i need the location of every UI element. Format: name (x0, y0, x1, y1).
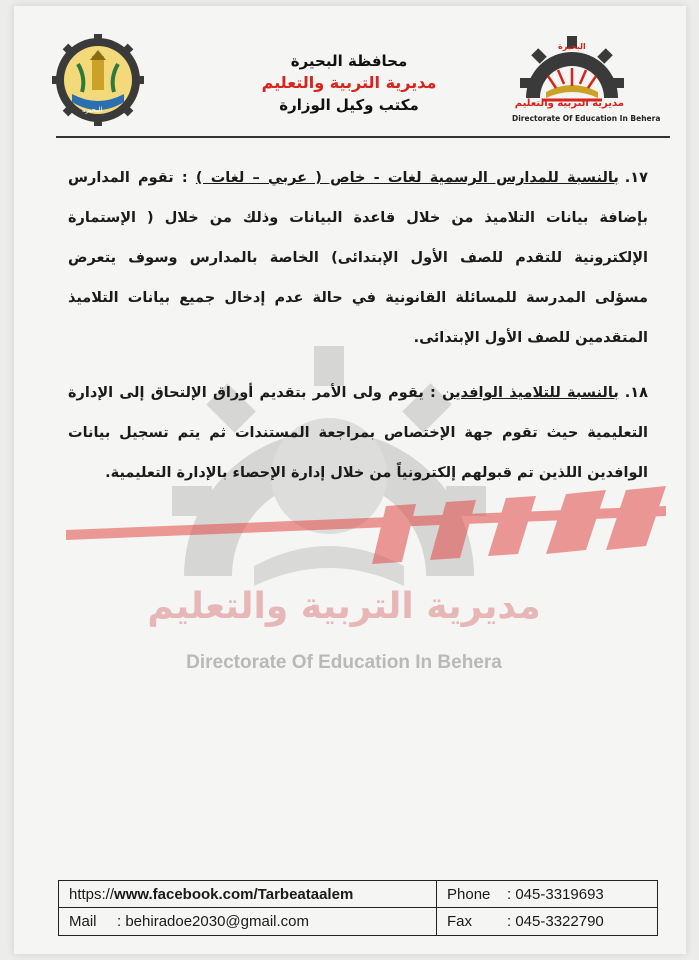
governorate-logo (52, 34, 144, 126)
mail-label: Mail (69, 913, 97, 930)
mail-cell (59, 908, 437, 935)
phone-label: Phone (447, 885, 491, 903)
website-link[interactable]: www.facebook.com/Tarbeataalem (114, 885, 354, 903)
directorate-name: مديرية التربية والتعليم (261, 73, 437, 92)
watermark-arabic-text: مديرية التربية والتعليم (147, 586, 541, 627)
directorate-logo-en-text: Directorate Of Education In Behera (512, 114, 661, 123)
item-18 (68, 373, 648, 493)
directorate-logo-ar-text: مديرية التربية والتعليم (514, 98, 624, 109)
directorate-logo-top-text: البحيرة (558, 42, 586, 51)
item-17-number: ١٧. (624, 170, 648, 186)
item-17-heading: بالنسبة للمدارس الرسمية لغات - خاص ( عربي – لغات ) (195, 170, 619, 186)
watermark-red-stripes (66, 486, 666, 564)
item-17 (68, 158, 648, 358)
fax-label: Fax (447, 913, 473, 930)
phone-cell (437, 881, 657, 908)
mail-value[interactable]: : behiradoe2030@gmail.com (117, 913, 310, 930)
directorate-logo (512, 28, 661, 132)
website-prefix: https:// (69, 885, 115, 903)
fax-cell (437, 908, 657, 935)
header-rule (56, 136, 670, 138)
office-name: مكتب وكيل الوزارة (279, 96, 419, 114)
contact-footer (58, 880, 658, 936)
item-17-text: : تقوم المدارس بإضافة بيانات التلاميذ من خلال قاعدة البيانات وذلك من خلال ( الإستمارة الإلكترونية للتقدم للصف الأول الإبتدائى) الخاصة بالمدارس وسوف يتعرض مسؤلى المدرسة للمسائلة القانونية في حالة عدم إدخال جميع بيانات التلاميذ المتقدمين للصف الأول الإبتدائى. (68, 170, 648, 346)
document-page (14, 6, 686, 954)
fax-value: : 045-3322790 (507, 913, 604, 930)
governorate-name: محافظة البحيرة (290, 52, 408, 70)
website-cell (59, 881, 437, 908)
watermark-english-text: Directorate Of Education In Behera (186, 652, 502, 673)
item-18-number: ١٨. (624, 385, 648, 401)
governorate-logo-caption: البحيرة (82, 106, 103, 114)
letterhead-titles (244, 50, 454, 116)
item-18-text: : يقوم ولى الأمر بتقديم أوراق الإلتحاق إلى الإدارة التعليمية حيث تقوم جهة الإختصاص بمراجعة المستندات ثم يتم تسجيل بيانات الوافدين اللذين تم قبولهم إلكترونياً من خلال إدارة الإحصاء بالإدارة التعليمية. (68, 385, 648, 481)
item-18-heading: بالنسبة للتلاميذ الوافدين (442, 385, 619, 401)
phone-value: : 045-3319693 (507, 885, 604, 903)
